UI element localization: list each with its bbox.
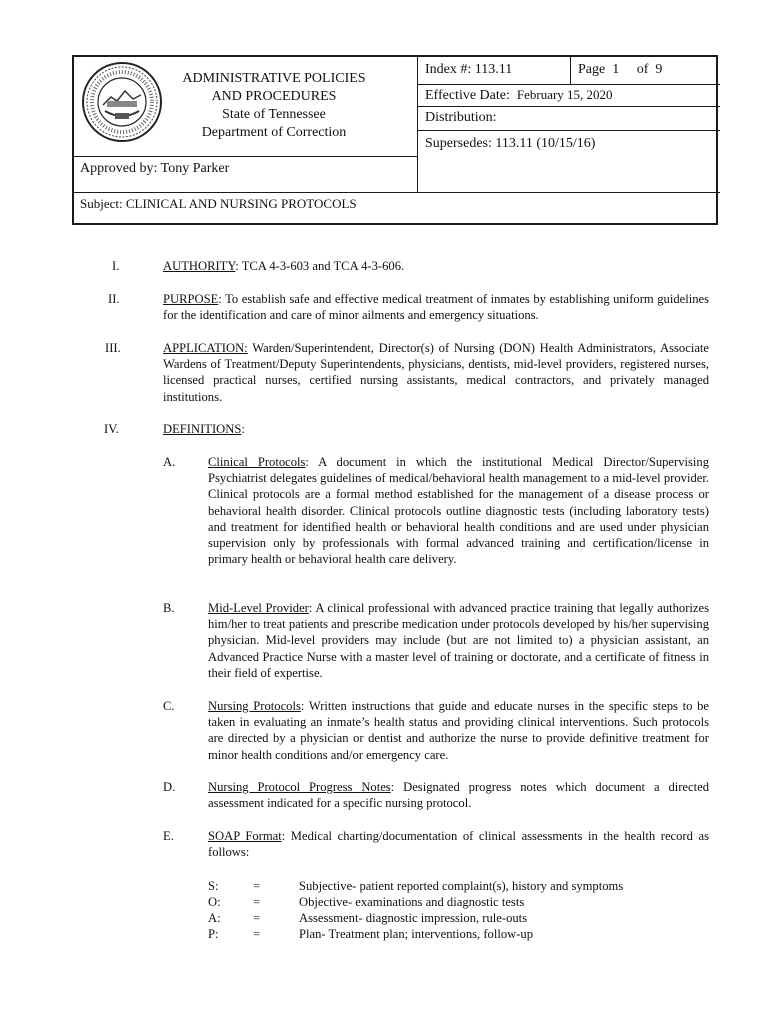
definition-letter: A. <box>163 455 176 469</box>
divider <box>417 130 720 131</box>
tennessee-seal-icon <box>81 61 163 143</box>
section-number: II. <box>108 292 120 306</box>
divider <box>570 57 571 84</box>
soap-description: Subjective- patient reported complaint(s), history and symptoms <box>299 879 624 893</box>
definition-text: : Designated progress notes which document a directed assessment indicated for a specific nursing protocol. <box>208 780 709 811</box>
agency-line: State of Tennessee <box>222 107 326 122</box>
soap-equals: = <box>253 895 261 909</box>
section-purpose <box>163 291 709 323</box>
section-heading: PURPOSE <box>163 292 219 306</box>
definition-mid-level-provider <box>208 600 709 681</box>
soap-key: A: <box>208 911 221 925</box>
section-text: Warden/Superintendent, Director(s) of Nursing (DON) Health Administrators, Associate Wardens of Treatment/Deputy Superintendents, physicians, dentists, mid-level providers, registered nurses, licensed practical nurses, certified nursing assistants, medical contractors, and privately managed institutions. <box>163 341 709 404</box>
effective-label: Effective Date: <box>425 88 510 103</box>
distribution: Distribution: <box>425 110 497 125</box>
section-number: IV. <box>104 422 119 436</box>
definition-term: SOAP Format <box>208 829 282 843</box>
soap-description: Plan- Treatment plan; interventions, follow-up <box>299 927 534 941</box>
soap-key: O: <box>208 895 221 909</box>
definition-letter: C. <box>163 699 175 713</box>
effective-date <box>425 87 613 104</box>
definition-progress-notes <box>208 779 709 811</box>
index-number: Index #: 113.11 <box>425 62 513 77</box>
approved-by: Approved by: Tony Parker <box>80 161 230 176</box>
agency-line: AND PROCEDURES <box>211 89 337 104</box>
page-number: 1 <box>612 62 620 77</box>
definition-letter: B. <box>163 601 175 615</box>
soap-equals: = <box>253 879 261 893</box>
page-label: Page <box>578 62 606 77</box>
supersedes: Supersedes: 113.11 (10/15/16) <box>425 136 596 151</box>
soap-equals: = <box>253 911 261 925</box>
definition-term: Nursing Protocols <box>208 699 301 713</box>
divider <box>417 57 418 192</box>
definition-text: : A document in which the institutional Medical Director/Supervising Psychiatrist delegates guidelines of medical/behavioral health management to a mid-level provider. Clinical protocols are a formal method established for the management of a disease process or behavioral health disorder. Clinical protocols outline diagnostic tests (including laboratory tests) and treatment for identified health or behavioral health conditions and are used under physician supervision only by professionals with formal advanced training and certification/license in primary health or behavioral health care delivery. <box>208 455 709 567</box>
soap-description: Objective- examinations and diagnostic tests <box>299 895 525 909</box>
section-heading: DEFINITIONS <box>163 422 242 436</box>
definition-term: Clinical Protocols <box>208 455 306 469</box>
definition-soap-format <box>208 828 709 860</box>
of-label: of <box>636 62 649 77</box>
section-authority <box>163 258 709 274</box>
section-number: III. <box>105 341 121 355</box>
page-total: 9 <box>655 62 663 77</box>
divider <box>74 156 417 157</box>
soap-key: S: <box>208 879 219 893</box>
definition-term: Nursing Protocol Progress Notes <box>208 780 391 794</box>
policy-header-box <box>72 55 718 225</box>
soap-equals: = <box>253 927 261 941</box>
section-text: : To establish safe and effective medical treatment of inmates by establishing uniform guidelines for the identification and care of minor ailments and emergency situations. <box>163 292 709 323</box>
section-application <box>163 340 709 405</box>
definition-nursing-protocols <box>208 698 709 763</box>
definition-text: : Medical charting/documentation of clinical assessments in the health record as follows: <box>208 829 709 860</box>
soap-description: Assessment- diagnostic impression, rule-outs <box>299 911 528 925</box>
definition-clinical-protocols <box>208 454 709 567</box>
subject-line: Subject: CLINICAL AND NURSING PROTOCOLS <box>80 196 357 211</box>
effective-value: February 15, 2020 <box>516 87 613 102</box>
soap-key: P: <box>208 927 219 941</box>
divider <box>417 106 720 107</box>
definition-term: Mid-Level Provider <box>208 601 309 615</box>
section-number: I. <box>112 259 120 273</box>
page-indicator <box>578 62 662 78</box>
section-text: : <box>241 422 245 436</box>
section-text: : TCA 4-3-603 and TCA 4-3-606. <box>235 259 405 273</box>
section-definitions <box>163 421 709 437</box>
agency-name-block <box>168 70 380 142</box>
definition-text: : A clinical professional with advanced practice training that legally authorizes him/her to treat patients and prescribe medication under protocols developed by his/her supervising physician. Mid-level providers may include (but are not limited to) a physician assistant, an Advanced Practice Nurse with a master level of training or doctorate, and a certificate of fitness in their field of expertise. <box>208 601 709 680</box>
divider <box>74 192 720 193</box>
definition-letter: D. <box>163 780 176 794</box>
divider <box>417 84 720 85</box>
section-heading: APPLICATION: <box>163 341 248 355</box>
definition-letter: E. <box>163 829 174 843</box>
definition-text: : Written instructions that guide and educate nurses in the specific steps to be taken in evaluating an inmate’s health status and providing clinical interventions. Such protocols are directed by a physician or dentist and authorize the nurse to provide definitive treatment for minor health conditions and/or emergency care. <box>208 699 709 762</box>
agency-line: Department of Correction <box>201 125 347 140</box>
section-heading: AUTHORITY <box>163 259 236 273</box>
agency-line: ADMINISTRATIVE POLICIES <box>182 71 366 86</box>
